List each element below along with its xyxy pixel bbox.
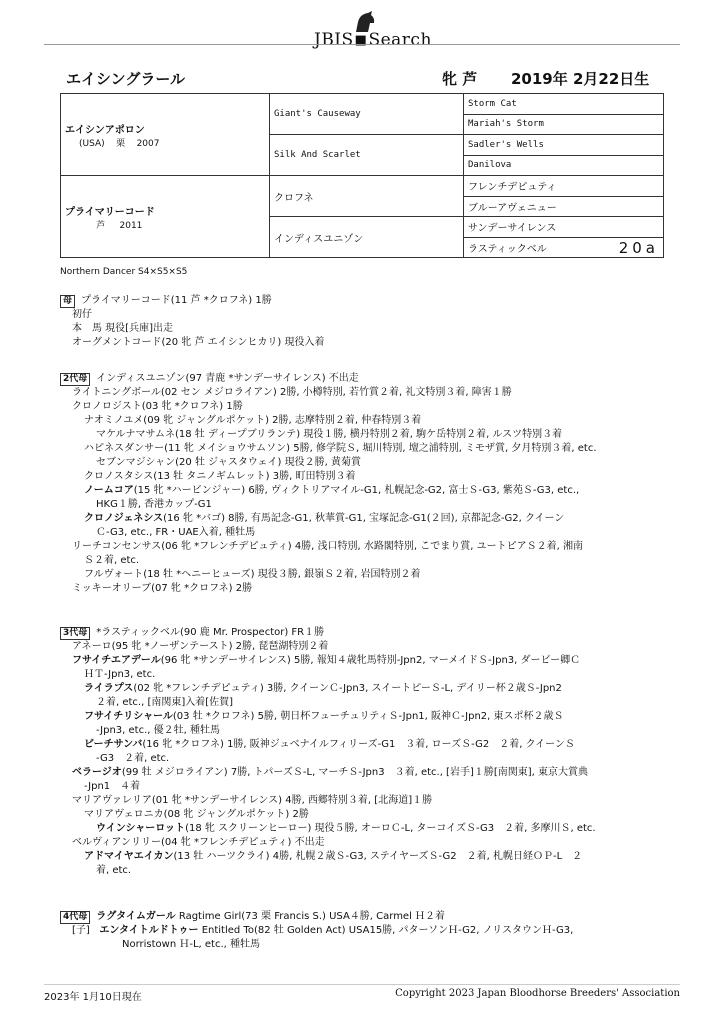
- dam-line: ライトニングボール(02 セン メジロライアン) 2勝, 小樽特別, 若竹賞２着, 礼文特別３着, 障害１勝: [72, 387, 512, 398]
- pedigree-gen3: ブルーアヴェニュー: [464, 196, 664, 217]
- pedigree-gen3: ラスティックベル: [468, 243, 547, 255]
- horse-birth-date: 2019年 2月22日生: [511, 70, 650, 88]
- dam-line: プライマリーコード(11 芦 *クロフネ) 1勝: [81, 295, 272, 306]
- dam-line: *ラスティックベル(90 鹿 Mr. Prospector) FR１勝: [96, 627, 325, 638]
- section-label: 母: [60, 295, 75, 308]
- dam-line: インディスユニゾン(97 青鹿 *サンデーサイレンス) 不出走: [96, 373, 359, 384]
- dam-line: ハピネスダンサー(11 牝 メイショウサムソン) 5勝, 修学院Ｓ, 堀川特別, 壇之浦特別, ミモザ賞, 夕月特別３着, etc.: [84, 443, 597, 454]
- dam-line: 初仔: [72, 309, 92, 320]
- dam-line: [子]: [72, 925, 90, 936]
- dam-line: アドマイヤエイカン: [84, 851, 174, 862]
- horse-sex-color: 牝 芦: [442, 70, 478, 88]
- dam-line: マリアヴェロニカ(08 牝 ジャングルポケット) 2勝: [84, 809, 309, 820]
- dam-line: リーチコンセンサス(06 牝 *フレンチデピュティ) 4勝, 浅口特別, 水路閣特別, こでまり賞, ユートピアＳ２着, 湘南: [72, 541, 583, 552]
- dam-line: クロノジェネシス: [84, 513, 164, 524]
- dam-line: 本 馬 現役[兵庫]出走: [72, 323, 173, 334]
- dam-line: (16 牝 *バゴ) 8勝, 有馬記念-G1, 秋華賞-G1, 宝塚記念-G1(２回), 京都記念-G2, クイーン: [163, 513, 565, 524]
- dam-line: セブンマジシャン(20 牡 ジャスタウェイ) 現役２勝, 黄菊賞: [96, 457, 361, 468]
- dam-line: ナオミノユメ(09 牝 ジャングルポケット) 2勝, 志摩特別２着, 仲春特別３着: [84, 415, 422, 426]
- pedigree-dam: [61, 176, 270, 258]
- horse-title: [66, 68, 686, 92]
- logo-jbis: JBIS: [314, 30, 354, 50]
- footer-rule: [44, 984, 680, 985]
- pedigree-gen3-last: [464, 237, 664, 258]
- dam-line: (15 牝 *ハービンジャー) 6勝, ヴィクトリアマイル-G1, 札幌記念-G2, 富士Ｓ-G3, 紫苑Ｓ-G3, etc.,: [133, 485, 580, 496]
- section-dam1: [60, 294, 670, 350]
- dam-line: ベルヴィアンリリー(04 牝 *フレンチデピュティ) 不出走: [72, 837, 325, 848]
- dam-line: アネーロ(95 牝 *ノーザンテースト) 2勝, 琵琶湖特別２着: [72, 641, 329, 652]
- dam-line: マリアヴァレリア(01 牝 *サンデーサイレンス) 4勝, 西郷特別３着, [北海道]１勝: [72, 795, 433, 806]
- dam-line: ライラプス: [84, 683, 134, 694]
- dam-line: クロノロジスト(03 牝 *クロフネ) 1勝: [72, 401, 243, 412]
- dam-line: -Jpn1 ４着: [84, 781, 141, 792]
- dam-line: ノームコア: [84, 485, 134, 496]
- dam-line: (02 牝 *フレンチデピュティ) 3勝, クイーンＣ-Jpn3, スイートピーＳ-L, デイリー杯２歳Ｓ-Jpn2: [133, 683, 562, 694]
- dam-line: (18 牝 スクリーンヒーロー) 現役５勝, オーロＣ-L, ターコイズＳ-G3 ２着, 多摩川Ｓ, etc.: [185, 823, 596, 834]
- pedigree-gen3: Mariah's Storm: [464, 114, 664, 135]
- dam-details: 芦 2011: [96, 220, 143, 231]
- dam-line: HKG１勝, 香港カップ-G1: [96, 499, 212, 510]
- dam-name: プライマリーコード: [65, 206, 155, 218]
- dam-line: フサイチリシャール: [84, 711, 173, 722]
- dam-line: フサイチエアデール: [72, 655, 161, 666]
- dam-line: (13 牡 ハーツクライ) 4勝, 札幌２歳Ｓ-G3, ステイヤーズＳ-G2 ２着, 札幌日経ＯＰ-L ２: [173, 851, 583, 862]
- dam-line: Ragtime Girl(73 栗 Francis S.) USA４勝, Carmel Ｈ２着: [175, 911, 446, 922]
- sire-details: (USA) 栗 2007: [79, 138, 160, 149]
- dam-line: ビーチサンバ: [84, 739, 143, 750]
- dam-line: ２着, etc., [南関東]入着[佐賀]: [96, 697, 234, 708]
- dam-line: -G3 ２着, etc.: [96, 753, 170, 764]
- dam-line: フルヴォート(18 牡 *ヘニーヒューズ) 現役３勝, 銀嶺Ｓ２着, 岩国特別２着: [84, 569, 421, 580]
- dam-line: ベラージオ: [72, 767, 122, 778]
- sire-name: エイシンアポロン: [65, 124, 145, 136]
- section-label: 2代母: [60, 373, 90, 386]
- dam-line: (96 牝 *サンデーサイレンス) 5勝, 報知４歳牝馬特別-Jpn2, マーメイドＳ-Jpn3, ダービー卿Ｃ: [160, 655, 581, 666]
- horse-name: エイシングラール: [66, 70, 186, 88]
- pedigree-gen3: Danilova: [464, 155, 664, 176]
- dam-line: ラグタイムガール: [96, 911, 176, 922]
- logo-text: [314, 30, 432, 50]
- dam-line: ＨＴ-Jpn3, etc.: [84, 669, 156, 680]
- pedigree-gen3: フレンチデピュティ: [464, 176, 664, 197]
- dam-line: クロノスタシス(13 牡 タニノギムレット) 3勝, 町田特別３着: [84, 471, 356, 482]
- inbreeding: Northern Dancer S4×S5×S5: [60, 267, 188, 277]
- section-dam4: [60, 910, 670, 952]
- header: [0, 8, 724, 58]
- pedigree-gen3: Sadler's Wells: [464, 135, 664, 156]
- pedigree-gen2: クロフネ: [270, 176, 464, 217]
- dam-line: オーグメントコード(20 牝 芦 エイシンヒカリ) 現役入着: [72, 337, 325, 348]
- footer-date: 2023年 1月10日現在: [44, 992, 142, 1003]
- pedigree-gen3: サンデーサイレンス: [464, 217, 664, 238]
- dam-line: (03 牡 *クロフネ) 5勝, 朝日杯フューチュリティＳ-Jpn1, 阪神Ｃ-Jpn2, 東スポ杯２歳Ｓ: [172, 711, 564, 722]
- dam-line: ウインシャーロット: [96, 823, 186, 834]
- dam-line: Ｓ２着, etc.: [84, 555, 140, 566]
- pedigree-sire: [61, 94, 270, 176]
- pedigree-gen2: インディスユニゾン: [270, 217, 464, 258]
- footer-copyright: Copyright 2023 Japan Bloodhorse Breeders' Association: [395, 988, 680, 999]
- jbis-logo[interactable]: [314, 12, 432, 52]
- dam-line: エンタイトルドトゥー: [99, 925, 199, 936]
- pedigree-gen2: Silk And Scarlet: [270, 135, 464, 176]
- dam-line: Entitled To(82 牡 Golden Act) USA15勝, パターソンＨ-G2, ノリスタウンＨ-G3,: [198, 925, 574, 936]
- dam-line: 着, etc.: [96, 865, 132, 876]
- section-dam2: [60, 372, 670, 596]
- pedigree-gen2: Giant's Causeway: [270, 94, 464, 135]
- dam-line: (99 牡 メジロライアン) 7勝, トパーズＳ-L, マーチＳ-Jpn3 ３着, etc., [岩手]１勝[南関東], 東京大賞典: [121, 767, 589, 778]
- section-label: 4代母: [60, 911, 90, 924]
- pedigree-gen3: Storm Cat: [464, 94, 664, 115]
- logo-sep: ■: [354, 33, 368, 48]
- section-label: 3代母: [60, 627, 90, 640]
- dam-line: Ｃ-G3, etc., FR・UAE入着, 種牡馬: [96, 527, 256, 538]
- logo-search: Search: [368, 30, 432, 50]
- dam-line: マケルナマサムネ(18 牡 ディープブリランテ) 現役１勝, 横丹特別２着, 駒ケ岳特別２着, ルスツ特別３着: [96, 429, 563, 440]
- dam-line: -Jpn3, etc., 優２牡, 種牡馬: [96, 725, 220, 736]
- dam-line: Norristown Ｈ-L, etc., 種牡馬: [122, 939, 261, 950]
- header-rule: [44, 44, 680, 45]
- pedigree-table: [60, 93, 664, 258]
- dam-line: ミッキーオリーブ(07 牝 *クロフネ) 2勝: [72, 583, 253, 594]
- family-code: 20a: [618, 238, 659, 257]
- dam-line: (16 牝 *クロフネ) 1勝, 阪神ジュベナイルフィリーズ-G1 ３着, ローズＳ-G2 ２着, クイーンＳ: [142, 739, 575, 750]
- section-dam3: [60, 626, 670, 878]
